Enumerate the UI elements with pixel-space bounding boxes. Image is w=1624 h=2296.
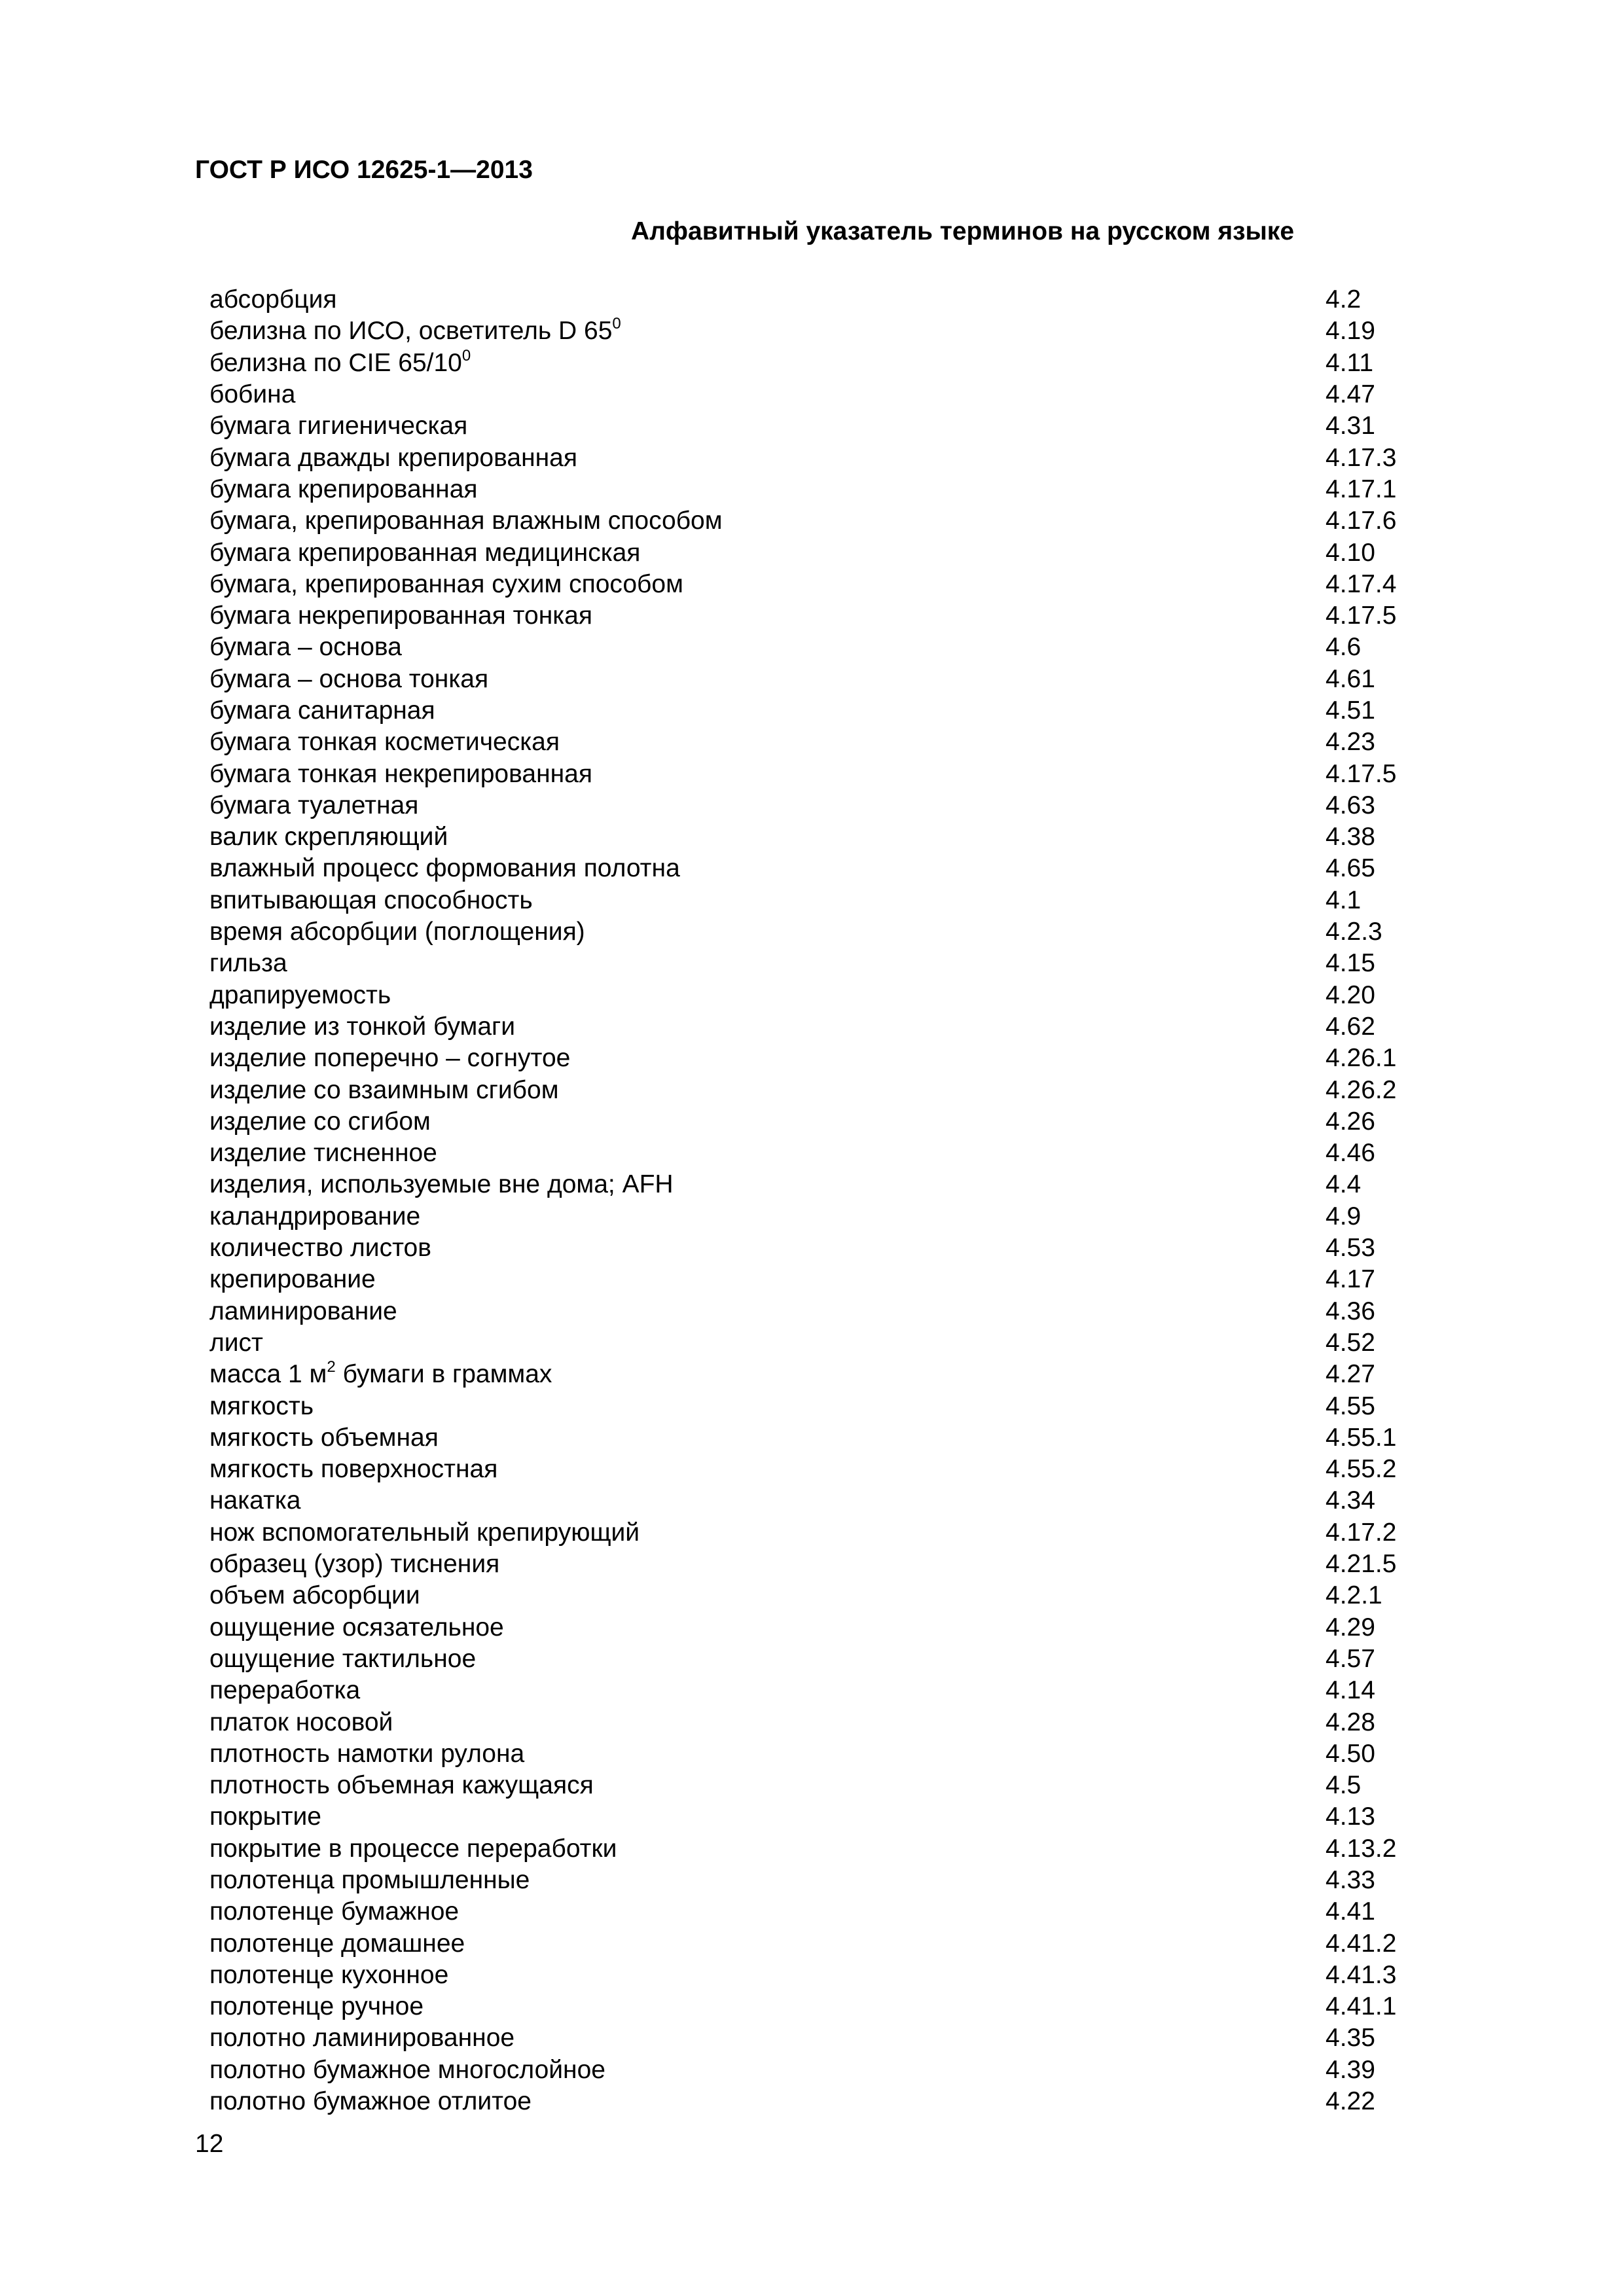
term-text — [209, 539, 1326, 567]
term-label: изделие тисненное — [209, 1139, 437, 1168]
term-text — [209, 1676, 1326, 1705]
term-reference-number: 4.1 — [1326, 886, 1362, 914]
term-row — [209, 1865, 1440, 1896]
term-label: объем абсорбции — [209, 1581, 420, 1610]
term-text — [209, 1866, 1326, 1895]
term-row — [209, 1327, 1440, 1359]
term-text — [209, 1455, 1326, 1484]
term-text — [209, 886, 1326, 915]
term-row — [209, 1201, 1440, 1232]
term-reference-number: 4.61 — [1326, 664, 1375, 693]
term-label: валик скрепляющий — [209, 823, 448, 852]
term-reference-number: 4.50 — [1326, 1739, 1375, 1768]
term-reference-number: 4.17.1 — [1326, 475, 1397, 503]
term-row — [209, 1485, 1440, 1516]
term-text — [209, 2024, 1326, 2053]
term-row — [209, 1896, 1440, 1928]
document-code: ГОСТ Р ИСО 12625-1—2013 — [195, 156, 533, 184]
term-text — [209, 1486, 1326, 1515]
term-label: бумага – основа тонкая — [209, 664, 489, 693]
term-text — [209, 728, 1326, 757]
term-text — [209, 1202, 1326, 1231]
term-row — [209, 1011, 1440, 1043]
term-label: мягкость поверхностная — [209, 1455, 498, 1484]
term-row — [209, 1390, 1440, 1422]
term-row — [209, 632, 1440, 663]
term-text — [209, 1803, 1326, 1831]
term-row — [209, 916, 1440, 948]
term-text — [209, 949, 1326, 978]
term-reference-number: 4.57 — [1326, 1644, 1375, 1673]
term-reference-number: 4.17.5 — [1326, 601, 1397, 630]
term-row — [209, 1232, 1440, 1264]
term-label: образец (узор) тиснения — [209, 1550, 500, 1579]
term-text — [209, 2087, 1326, 2116]
term-row — [209, 537, 1440, 568]
term-reference-number: 4.14 — [1326, 1676, 1375, 1705]
term-label: бумага, крепированная влажным способом — [209, 507, 723, 535]
term-row — [209, 1928, 1440, 1959]
term-reference-number: 4.31 — [1326, 412, 1375, 440]
term-reference-number: 4.26.2 — [1326, 1075, 1397, 1104]
term-text — [209, 1424, 1326, 1452]
term-label: бумага крепированная — [209, 475, 478, 503]
term-reference-number: 4.52 — [1326, 1328, 1375, 1357]
term-label: бумага, крепированная сухим способом — [209, 569, 683, 598]
term-index-list — [209, 284, 1440, 2117]
term-reference-number: 4.17.5 — [1326, 759, 1397, 788]
term-text — [209, 760, 1326, 789]
term-text — [209, 380, 1326, 409]
term-label: бумага туалетная — [209, 791, 419, 819]
term-row — [209, 474, 1440, 505]
term-row — [209, 1138, 1440, 1169]
term-label: бумага санитарная — [209, 696, 435, 725]
term-text — [209, 317, 1326, 346]
term-reference-number: 4.26 — [1326, 1107, 1375, 1136]
term-row — [209, 505, 1440, 537]
term-reference-number: 4.17.6 — [1326, 507, 1397, 535]
term-row — [209, 664, 1440, 695]
term-row — [209, 1960, 1440, 1991]
term-text — [209, 1265, 1326, 1294]
term-reference-number: 4.4 — [1326, 1170, 1362, 1199]
term-label: полотно бумажное отлитое — [209, 2087, 532, 2116]
term-reference-number: 4.17 — [1326, 1265, 1375, 1294]
term-label: полотенце ручное — [209, 1992, 424, 2021]
term-text — [209, 475, 1326, 504]
term-reference-number: 4.55 — [1326, 1391, 1375, 1420]
term-text — [209, 1013, 1326, 1041]
term-reference-number: 4.35 — [1326, 2024, 1375, 2053]
term-reference-number: 4.11 — [1326, 348, 1374, 377]
term-label: впитывающая способность — [209, 886, 533, 914]
term-text — [209, 1550, 1326, 1579]
term-label: полотно бумажное многослойное — [209, 2055, 605, 2084]
term-label: абсорбция — [209, 285, 337, 314]
term-reference-number: 4.65 — [1326, 854, 1375, 883]
term-label: влажный процесс формования полотна — [209, 854, 680, 883]
term-row — [209, 600, 1440, 632]
term-reference-number: 4.2 — [1326, 285, 1362, 314]
term-reference-number: 4.28 — [1326, 1708, 1375, 1736]
term-label: ощущение осязательное — [209, 1613, 504, 1641]
term-label: плотность намотки рулона — [209, 1739, 525, 1768]
term-row — [209, 1611, 1440, 1643]
term-label: белизна по CIE 65/10 — [209, 348, 462, 377]
term-text — [209, 1329, 1326, 1357]
term-row — [209, 2086, 1440, 2117]
term-reference-number: 4.53 — [1326, 1234, 1375, 1263]
term-reference-number: 4.2.3 — [1326, 918, 1382, 946]
term-reference-number: 4.15 — [1326, 949, 1375, 978]
term-label: полотенца промышленные — [209, 1865, 530, 1894]
term-reference-number: 4.34 — [1326, 1486, 1375, 1515]
term-reference-number: 4.41.3 — [1326, 1960, 1397, 1989]
term-reference-number: 4.23 — [1326, 728, 1375, 757]
term-row — [209, 1074, 1440, 1105]
term-superscript: 0 — [612, 315, 621, 333]
term-text — [209, 1170, 1326, 1199]
term-superscript: 0 — [461, 346, 471, 365]
term-reference-number: 4.9 — [1326, 1202, 1362, 1230]
term-text — [209, 601, 1326, 630]
term-text — [209, 1740, 1326, 1768]
term-reference-number: 4.19 — [1326, 317, 1375, 346]
term-reference-number: 4.33 — [1326, 1865, 1375, 1894]
term-text — [209, 2056, 1326, 2085]
term-row — [209, 284, 1440, 315]
term-reference-number: 4.51 — [1326, 696, 1375, 725]
term-text — [209, 791, 1326, 820]
term-row — [209, 1106, 1440, 1138]
term-label: покрытие в процессе переработки — [209, 1834, 617, 1863]
term-text — [209, 696, 1326, 725]
term-row — [209, 853, 1440, 884]
term-row — [209, 1549, 1440, 1580]
term-row — [209, 1675, 1440, 1706]
term-label: платок носовой — [209, 1708, 393, 1736]
term-text — [209, 854, 1326, 883]
term-row — [209, 1738, 1440, 1770]
term-text — [209, 570, 1326, 599]
term-label: драпируемость — [209, 980, 391, 1009]
term-reference-number: 4.5 — [1326, 1771, 1362, 1800]
term-text — [209, 823, 1326, 852]
term-reference-number: 4.17.4 — [1326, 569, 1397, 598]
term-row — [209, 1422, 1440, 1454]
term-label: накатка — [209, 1486, 301, 1515]
term-label: мягкость — [209, 1391, 314, 1420]
term-text — [209, 1992, 1326, 2021]
term-reference-number: 4.55.1 — [1326, 1423, 1397, 1452]
term-label: масса 1 м — [209, 1360, 327, 1389]
term-row — [209, 1801, 1440, 1833]
term-label: плотность объемная кажущаяся — [209, 1771, 594, 1800]
term-text — [209, 1076, 1326, 1105]
term-text — [209, 1771, 1326, 1800]
term-row — [209, 1043, 1440, 1074]
term-reference-number: 4.38 — [1326, 823, 1375, 852]
index-title: Алфавитный указатель терминов на русском языке — [630, 217, 1295, 245]
term-reference-number: 4.6 — [1326, 633, 1362, 662]
term-text — [209, 918, 1326, 946]
term-row — [209, 1580, 1440, 1611]
term-reference-number: 4.39 — [1326, 2055, 1375, 2084]
term-label: время абсорбции (поглощения) — [209, 918, 585, 946]
term-row — [209, 1517, 1440, 1549]
term-label: бумага гигиеническая — [209, 412, 468, 440]
term-label: белизна по ИСО, осветитель D 65 — [209, 317, 613, 346]
term-text — [209, 1518, 1326, 1547]
term-row — [209, 980, 1440, 1011]
term-reference-number: 4.2.1 — [1326, 1581, 1382, 1610]
term-reference-number: 4.10 — [1326, 538, 1375, 567]
term-row — [209, 348, 1440, 379]
term-text — [209, 507, 1326, 535]
term-reference-number: 4.36 — [1326, 1297, 1375, 1325]
term-row — [209, 1706, 1440, 1738]
term-row — [209, 1169, 1440, 1200]
term-text — [209, 1645, 1326, 1674]
term-row — [209, 726, 1440, 758]
term-row — [209, 442, 1440, 473]
term-reference-number: 4.26.1 — [1326, 1044, 1397, 1073]
term-reference-number: 4.46 — [1326, 1139, 1375, 1168]
term-row — [209, 821, 1440, 853]
term-label: гильза — [209, 949, 287, 978]
term-label: каландрирование — [209, 1202, 421, 1230]
term-row — [209, 1833, 1440, 1865]
term-label: бобина — [209, 380, 296, 409]
term-label: бумага крепированная медицинская — [209, 538, 641, 567]
term-reference-number: 4.27 — [1326, 1360, 1375, 1389]
term-reference-number: 4.41 — [1326, 1897, 1375, 1926]
term-label: количество листов — [209, 1234, 431, 1263]
term-label: полотенце бумажное — [209, 1897, 460, 1926]
term-row — [209, 410, 1440, 442]
term-row — [209, 1359, 1440, 1390]
term-row — [209, 1991, 1440, 2022]
term-label: крепирование — [209, 1265, 376, 1294]
term-text — [209, 665, 1326, 694]
term-text — [209, 1360, 1326, 1389]
term-row — [209, 379, 1440, 410]
term-label: мягкость объемная — [209, 1423, 439, 1452]
term-text — [209, 285, 1326, 314]
term-label: изделие со сгибом — [209, 1107, 431, 1136]
term-label: нож вспомогательный крепирующий — [209, 1518, 640, 1547]
term-text — [209, 633, 1326, 662]
term-text — [209, 1897, 1326, 1926]
term-label: бумага дважды крепированная — [209, 443, 577, 472]
term-label: лист — [209, 1328, 263, 1357]
term-text — [209, 1708, 1326, 1737]
term-text — [209, 1139, 1326, 1168]
term-label: ламинирование — [209, 1297, 397, 1325]
term-row — [209, 1770, 1440, 1801]
term-row — [209, 758, 1440, 789]
term-row — [209, 2054, 1440, 2086]
term-label: изделия, используемые вне дома; AFH — [209, 1170, 674, 1199]
term-reference-number: 4.20 — [1326, 980, 1375, 1009]
term-text — [209, 1581, 1326, 1610]
term-text — [209, 1234, 1326, 1263]
term-reference-number: 4.62 — [1326, 1012, 1375, 1041]
term-text — [209, 1613, 1326, 1642]
term-label-continuation: бумаги в граммах — [335, 1360, 552, 1389]
term-reference-number: 4.22 — [1326, 2087, 1375, 2116]
term-row — [209, 1296, 1440, 1327]
term-reference-number: 4.41.2 — [1326, 1929, 1397, 1958]
term-label: полотенце домашнее — [209, 1929, 465, 1958]
term-text — [209, 1929, 1326, 1958]
term-label: бумага тонкая косметическая — [209, 728, 560, 757]
term-text — [209, 346, 1326, 378]
term-text — [209, 1392, 1326, 1421]
term-text — [209, 1961, 1326, 1990]
term-row — [209, 1264, 1440, 1295]
term-text — [209, 1044, 1326, 1073]
term-reference-number: 4.17.3 — [1326, 443, 1397, 472]
term-label: изделие со взаимным сгибом — [209, 1075, 559, 1104]
term-label: ощущение тактильное — [209, 1644, 477, 1673]
term-row — [209, 695, 1440, 726]
term-label: бумага тонкая некрепированная — [209, 759, 592, 788]
term-row — [209, 790, 1440, 821]
term-row — [209, 1454, 1440, 1485]
term-row — [209, 569, 1440, 600]
term-text — [209, 412, 1326, 440]
term-reference-number: 4.17.2 — [1326, 1518, 1397, 1547]
term-text — [209, 981, 1326, 1010]
term-label: полотенце кухонное — [209, 1960, 449, 1989]
term-reference-number: 4.63 — [1326, 791, 1375, 819]
term-reference-number: 4.29 — [1326, 1613, 1375, 1641]
term-reference-number: 4.55.2 — [1326, 1455, 1397, 1484]
term-label: переработка — [209, 1676, 361, 1705]
term-row — [209, 948, 1440, 979]
term-text — [209, 1107, 1326, 1136]
term-label: полотно ламинированное — [209, 2024, 515, 2053]
term-reference-number: 4.13 — [1326, 1803, 1375, 1831]
term-row — [209, 315, 1440, 347]
term-label: бумага некрепированная тонкая — [209, 601, 592, 630]
term-reference-number: 4.41.1 — [1326, 1992, 1397, 2021]
term-row — [209, 885, 1440, 916]
term-reference-number: 4.21.5 — [1326, 1550, 1397, 1579]
term-label: покрытие — [209, 1803, 321, 1831]
term-row — [209, 2022, 1440, 2054]
term-reference-number: 4.13.2 — [1326, 1834, 1397, 1863]
term-label: бумага – основа — [209, 633, 402, 662]
term-superscript: 2 — [327, 1358, 336, 1376]
term-text — [209, 1297, 1326, 1326]
term-label: изделие поперечно – согнутое — [209, 1044, 571, 1073]
term-text — [209, 1835, 1326, 1863]
term-reference-number: 4.47 — [1326, 380, 1375, 409]
term-label: изделие из тонкой бумаги — [209, 1012, 516, 1041]
page-number: 12 — [195, 2130, 224, 2158]
term-text — [209, 444, 1326, 473]
term-row — [209, 1643, 1440, 1675]
